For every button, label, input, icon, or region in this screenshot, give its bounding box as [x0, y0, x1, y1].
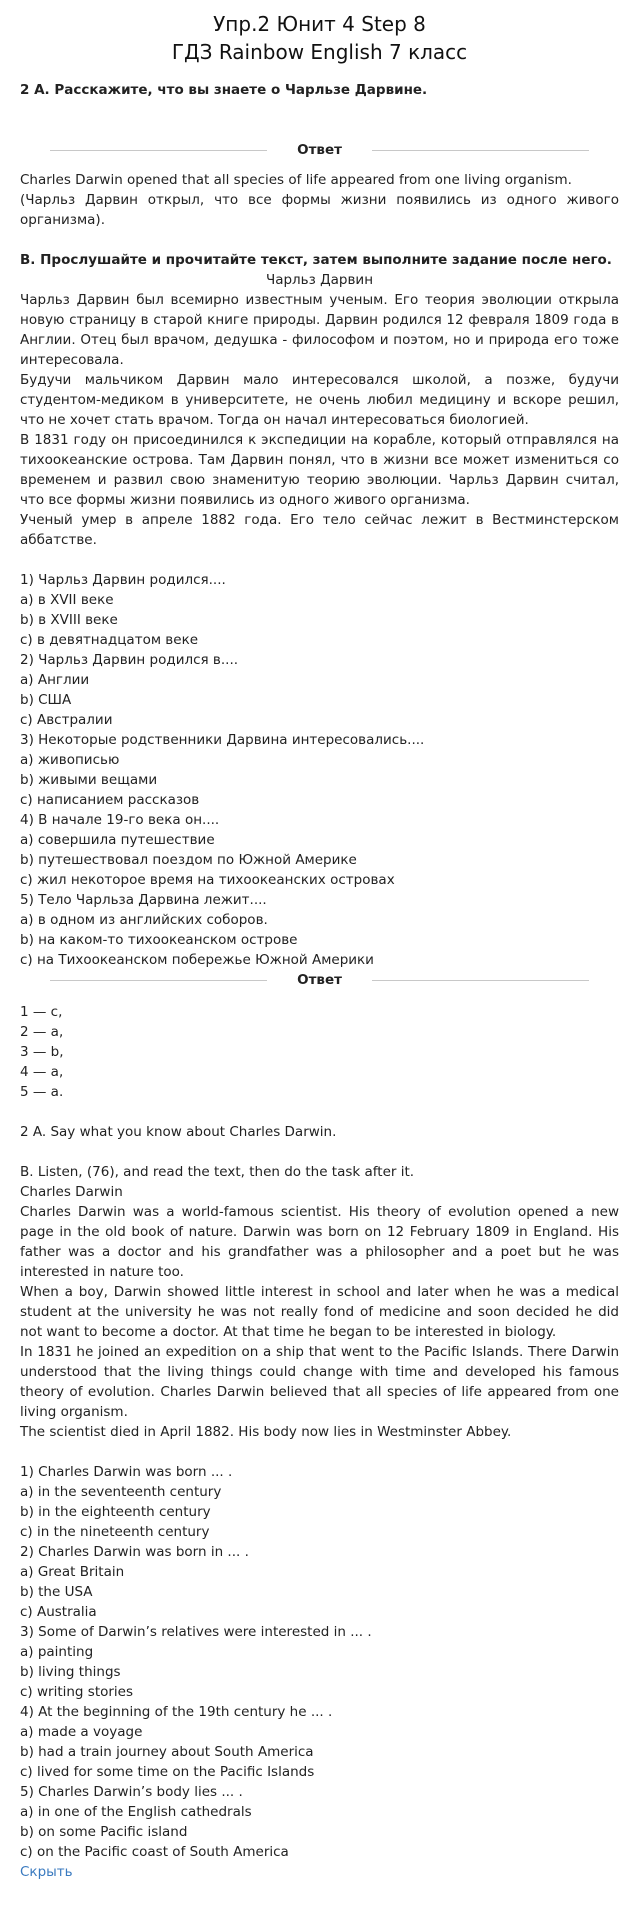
question-ru-line: c) на Тихоокеанском побережье Южной Америки	[20, 952, 374, 968]
question-en-line: b) had a train journey about South America	[20, 1744, 314, 1760]
question-en-line: b) living things	[20, 1664, 121, 1680]
task-a-english: 2 A. Say what you know about Charles Darwin.	[20, 1124, 337, 1140]
question-ru-line: b) на каком-то тихоокеанском острове	[20, 932, 298, 948]
question-ru-line: c) написанием рассказов	[20, 792, 200, 808]
question-en-line: a) in the seventeenth century	[20, 1484, 222, 1500]
paragraph-ru-2: Будучи мальчиком Дарвин мало интересовался школой, а позже, будучи студентом-медиком в университете, не очень любил медицину и вскоре решил, что не хочет стать врачом. Тогда он начал интересоваться биологией.	[20, 372, 619, 428]
question-en-line: c) writing stories	[20, 1684, 134, 1700]
question-ru-line: 2) Чарльз Дарвин родился в....	[20, 652, 239, 668]
question-ru-line: b) в XVIII веке	[20, 612, 118, 628]
title-line-2: ГДЗ Rainbow English 7 класс	[171, 40, 468, 64]
spacer	[20, 230, 619, 250]
question-en-line: b) the USA	[20, 1584, 93, 1600]
paragraph-ru-3: В 1831 году он присоединился к экспедиции на корабле, который отправлялся на тихоокеанские острова. Там Дарвин понял, что в жизни все может измениться со временем и развил свою знаменитую теорию эволюции. Чарльз Дарвин считал, что все формы жизни появились из одного живого организма.	[20, 432, 619, 508]
answer-label: Ответ	[297, 142, 342, 158]
question-ru-line: a) в XVII веке	[20, 592, 114, 608]
question-en-line: 4) At the beginning of the 19th century he ... .	[20, 1704, 333, 1720]
answer-item: 2 — a,	[20, 1024, 64, 1040]
paragraph-ru-1: Чарльз Дарвин был всемирно известным ученым. Его теория эволюции открыла новую страницу в старой книге природы. Дарвин родился 12 февраля 1809 года в Англии. Отец был врачом, дедушка - философом и поэтом, но и природа его тоже интересовала.	[20, 292, 619, 368]
answers-list	[20, 1002, 619, 1102]
question-ru-line: 5) Тело Чарльза Дарвина лежит....	[20, 892, 267, 908]
answer-item: 5 — a.	[20, 1084, 64, 1100]
question-ru-line: a) живописью	[20, 752, 120, 768]
question-ru-line: a) в одном из английских соборов.	[20, 912, 268, 928]
task-b-english: B. Listen, (76), and read the text, then do the task after it.	[20, 1164, 415, 1180]
question-ru-line: c) в девятнадцатом веке	[20, 632, 199, 648]
question-ru-line: a) Англии	[20, 672, 90, 688]
question-en-line: a) made a voyage	[20, 1724, 143, 1740]
question-en-line: c) lived for some time on the Pacific Islands	[20, 1764, 315, 1780]
questions-en	[20, 1462, 619, 1862]
question-en-line: 5) Charles Darwin’s body lies ... .	[20, 1784, 243, 1800]
spacer	[20, 550, 619, 570]
paragraph-ru-4: Ученый умер в апреле 1882 года. Его тело сейчас лежит в Вестминстерском аббатстве.	[20, 512, 619, 548]
divider-line	[50, 150, 267, 151]
text-title-en: Charles Darwin	[20, 1184, 123, 1200]
title-line-1: Упр.2 Юнит 4 Step 8	[213, 12, 426, 36]
question-ru-line: b) живыми вещами	[20, 772, 158, 788]
question-ru-line: c) жил некоторое время на тихоокеанских островах	[20, 872, 395, 888]
paragraph-en-2: When a boy, Darwin showed little interest in school and later when he was a medical student at the university he was not really fond of medicine and soon decided he did not want to become a doctor. At that time he began to be interested in biology.	[20, 1284, 619, 1340]
question-en-line: c) on the Pacific coast of South America	[20, 1844, 289, 1860]
question-en-line: c) Australia	[20, 1604, 97, 1620]
answer-item: 1 — c,	[20, 1004, 63, 1020]
question-ru-line: 4) В начале 19-го века он....	[20, 812, 220, 828]
answer-a-english: Charles Darwin opened that all species of life appeared from one living organism.	[20, 172, 572, 188]
answer-item: 4 — a,	[20, 1064, 64, 1080]
question-ru-line: b) США	[20, 692, 72, 708]
divider-line	[372, 150, 589, 151]
answer-divider-1	[20, 140, 619, 160]
question-ru-line: c) Австралии	[20, 712, 113, 728]
spacer	[20, 1102, 619, 1122]
question-ru-line: 3) Некоторые родственники Дарвина интересовались....	[20, 732, 425, 748]
paragraph-en-4: The scientist died in April 1882. His body now lies in Westminster Abbey.	[20, 1424, 512, 1440]
answer-divider-2	[20, 970, 619, 990]
page-title	[20, 10, 619, 66]
answer-label: Ответ	[297, 972, 342, 988]
answer-a-russian: (Чарльз Дарвин открыл, что все формы жизни появились из одного живого организма).	[20, 192, 619, 228]
answer-item: 3 — b,	[20, 1044, 64, 1060]
divider-line	[50, 980, 267, 981]
spacer	[20, 1442, 619, 1462]
text-title-ru: Чарльз Дарвин	[265, 272, 374, 288]
question-en-line: c) in the nineteenth century	[20, 1524, 210, 1540]
spacer	[20, 1142, 619, 1162]
question-ru-line: b) путешествовал поездом по Южной Америке	[20, 852, 357, 868]
task-b-heading: В. Прослушайте и прочитайте текст, затем выполните задание после него.	[20, 252, 612, 268]
hide-link[interactable]: Скрыть	[20, 1864, 73, 1880]
question-en-line: a) Great Britain	[20, 1564, 125, 1580]
question-ru-line: a) совершила путешествие	[20, 832, 215, 848]
task-a-heading: 2 А. Расскажите, что вы знаете о Чарльзе Дарвине.	[20, 82, 428, 98]
divider-line	[372, 980, 589, 981]
question-en-line: b) in the eighteenth century	[20, 1504, 211, 1520]
question-en-line: 2) Charles Darwin was born in ... .	[20, 1544, 249, 1560]
question-en-line: a) in one of the English cathedrals	[20, 1804, 252, 1820]
question-en-line: 3) Some of Darwin’s relatives were interested in ... .	[20, 1624, 372, 1640]
question-en-line: a) painting	[20, 1644, 94, 1660]
paragraph-en-1: Charles Darwin was a world-famous scientist. His theory of evolution opened a new page in the old book of nature. Darwin was born on 12 February 1809 in England. His father was a doctor and his grandfather was a philosopher and a poet but he was interested in nature too.	[20, 1204, 619, 1280]
question-en-line: 1) Charles Darwin was born ... .	[20, 1464, 233, 1480]
question-ru-line: 1) Чарльз Дарвин родился....	[20, 572, 226, 588]
question-en-line: b) on some Pacific island	[20, 1824, 188, 1840]
paragraph-en-3: In 1831 he joined an expedition on a ship that went to the Pacific Islands. There Darwin understood that the living things could change with time and developed his famous theory of evolution. Charles Darwin believed that all species of life appeared from one living organism.	[20, 1344, 619, 1420]
questions-ru	[20, 570, 619, 970]
